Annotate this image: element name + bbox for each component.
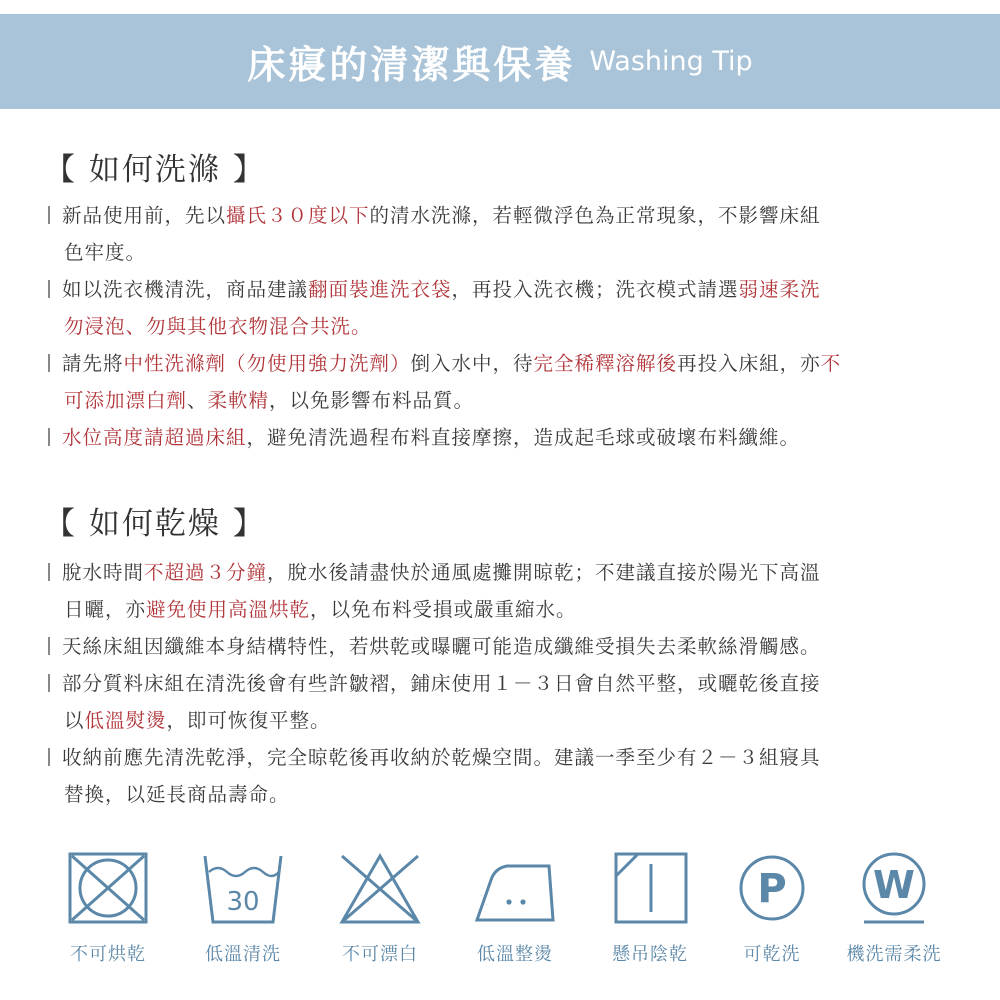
highlight-text: 翻面裝進洗衣袋 [308, 278, 452, 301]
body-text: 請先將 [62, 352, 124, 375]
item-line [48, 308, 963, 345]
body-text: 替換，以延長商品壽命。 [64, 783, 290, 806]
highlight-text: 柔軟精 [207, 389, 270, 412]
highlight-text: 低溫熨燙 [84, 709, 167, 732]
body-text: 的清水洗滌，若輕微浮色為正常現象，不影響床組 [369, 204, 821, 227]
highlight-text: 中性洗滌劑（勿使用強力洗劑） [123, 352, 411, 375]
body-text: 脫水時間 [62, 561, 145, 584]
item-line [48, 271, 963, 308]
body-text: 、 [187, 389, 208, 412]
highlight-text: 避免使用高溫烘乾 [146, 598, 311, 621]
highlight-text: 可添加漂白劑 [64, 389, 188, 412]
item-line [48, 382, 963, 419]
drying-item [48, 739, 963, 813]
body-text: 再投入床組，亦 [677, 352, 821, 375]
header-banner [0, 14, 1000, 109]
care-icon-cell [585, 850, 715, 966]
body-text: 倒入水中，待 [410, 352, 534, 375]
bullet-bar [48, 563, 50, 581]
wash-temperature-text: 30 [226, 887, 260, 917]
care-icon-label: 懸吊陰乾 [612, 944, 688, 965]
washing-item [48, 419, 963, 456]
body-text: ，即可恢復平整。 [166, 709, 331, 732]
washing-item [48, 197, 963, 271]
body-text: ，避免清洗過程布料直接摩擦，造成起毛球或破壞布料纖維。 [246, 426, 801, 449]
care-icon-label: 低溫整燙 [477, 944, 553, 965]
page-subtitle: Washing Tip [589, 46, 753, 77]
item-line [48, 419, 963, 456]
washing-heading: 【 如何洗滌 】 [44, 152, 266, 188]
highlight-text: 弱速柔洗 [738, 278, 821, 301]
highlight-text: 勿浸泡、勿與其他衣物混合共洗。 [64, 315, 372, 338]
no-bleach-icon [338, 850, 422, 926]
dry-clean-p-icon [730, 850, 814, 926]
wash-30-icon [201, 850, 285, 926]
bullet-bar [48, 280, 50, 298]
care-icon-cell [43, 850, 173, 966]
care-icon-label: 不可烘乾 [70, 944, 146, 965]
drying-item [48, 554, 963, 628]
item-line [48, 628, 963, 665]
body-text: 日曬，亦 [64, 598, 147, 621]
item-line [48, 197, 963, 234]
body-text: ，以免影響布料品質。 [269, 389, 475, 412]
body-text: 如以洗衣機清洗，商品建議 [62, 278, 309, 301]
drying-item [48, 628, 963, 665]
body-text: ，脫水後請盡快於通風處攤開晾乾；不建議直接於陽光下高溫 [267, 561, 821, 584]
drying-heading: 【 如何乾燥 】 [44, 506, 266, 542]
gentle-wash-w-icon [852, 850, 936, 926]
body-text: 以 [64, 709, 85, 732]
item-line [48, 554, 963, 591]
care-icon-cell [707, 850, 837, 966]
highlight-text: 攝氏３０度以下 [226, 204, 370, 227]
item-line [48, 345, 963, 382]
highlight-text: 完全稀釋溶解後 [533, 352, 678, 375]
care-icon-label: 低溫清洗 [205, 944, 281, 965]
item-line [48, 739, 963, 776]
bullet-bar [48, 674, 50, 692]
bullet-bar [48, 428, 50, 446]
item-line [48, 234, 963, 271]
highlight-text: 水位高度請超過床組 [62, 426, 247, 449]
washing-item [48, 345, 963, 419]
item-line [48, 665, 963, 702]
body-text: ，再投入洗衣機；洗衣模式請選 [451, 278, 739, 301]
body-text: 收納前應先清洗乾淨，完全晾乾後再收納於乾燥空間。建議一季至少有２－３組寢具 [62, 746, 821, 769]
bullet-bar [48, 206, 50, 224]
highlight-text: 不超過３分鐘 [144, 561, 268, 584]
care-icon-cell [450, 850, 580, 966]
care-icon-label: 不可漂白 [342, 944, 418, 965]
dry-clean-letter: P [757, 866, 787, 912]
care-icon-label: 可乾洗 [743, 944, 801, 965]
body-text: 新品使用前，先以 [62, 204, 227, 227]
care-icons-row [0, 850, 1000, 980]
body-text: 天絲床組因纖維本身結構特性，若烘乾或曝曬可能造成纖維受損失去柔軟絲滑觸感。 [62, 635, 821, 658]
bullet-bar [48, 748, 50, 766]
no-tumble-dry-icon [66, 850, 150, 926]
body-text: ，以免布料受損或嚴重縮水。 [310, 598, 577, 621]
care-icon-cell [315, 850, 445, 966]
iron-low-icon [473, 850, 557, 926]
bullet-bar [48, 637, 50, 655]
highlight-text: 不 [820, 352, 842, 375]
item-line [48, 776, 963, 813]
item-line [48, 702, 963, 739]
body-text: 部分質料床組在清洗後會有些許皺褶，鋪床使用１－３日會自然平整，或曬乾後直接 [62, 672, 821, 695]
care-icon-cell [829, 850, 959, 966]
item-line [48, 591, 963, 628]
page-title: 床寢的清潔與保養 [247, 43, 576, 87]
drying-item [48, 665, 963, 739]
bullet-bar [48, 354, 50, 372]
line-dry-shade-icon [608, 850, 692, 926]
body-text: 色牢度。 [64, 241, 147, 264]
care-icon-label: 機洗需柔洗 [846, 944, 942, 965]
care-icon-cell [178, 850, 308, 966]
gentle-wash-letter: W [873, 863, 915, 907]
washing-item [48, 271, 963, 345]
